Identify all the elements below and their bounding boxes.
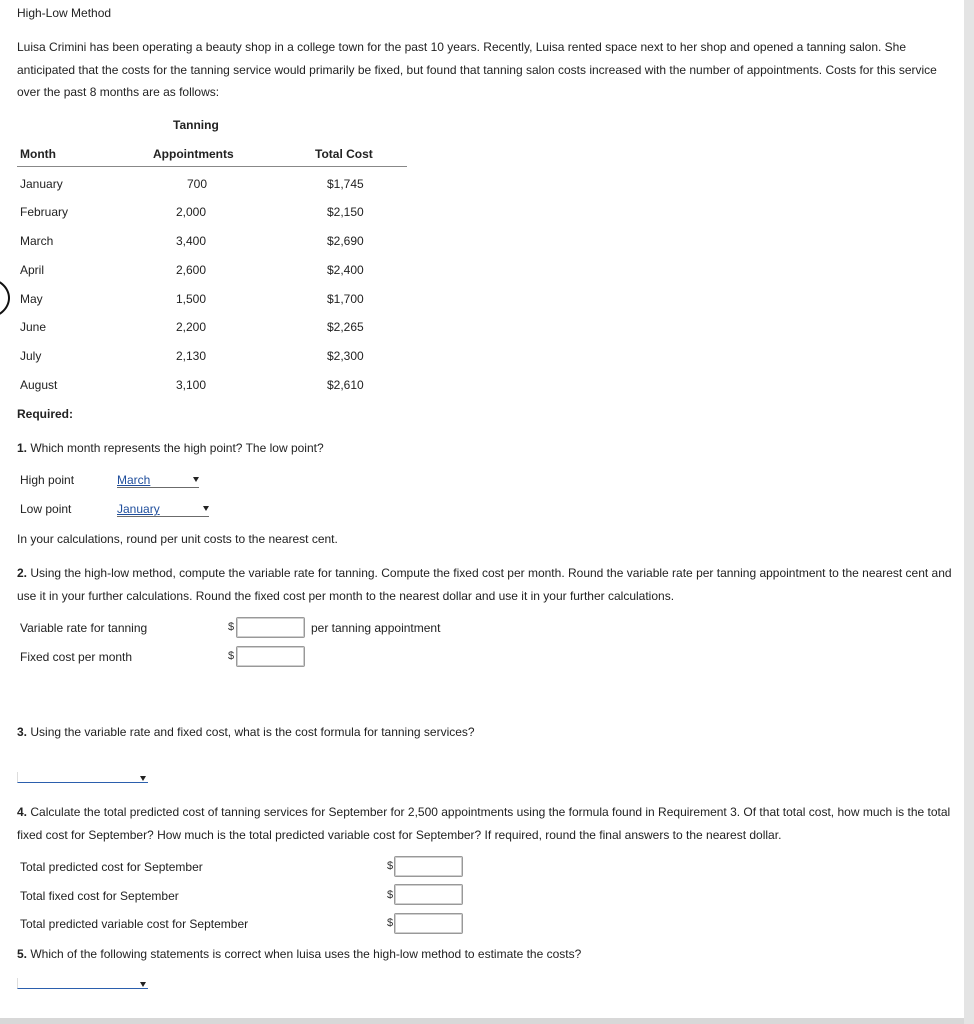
required-heading: Required: (17, 407, 74, 421)
cell-cost: $2,265 (327, 320, 364, 334)
fixed-cost-input[interactable] (236, 646, 305, 667)
variable-rate-label: Variable rate for tanning (20, 621, 148, 635)
cell-appointments: 3,100 (176, 378, 207, 392)
q2-number: 2. (17, 566, 28, 580)
low-point-value: January (117, 502, 160, 516)
total-predicted-cost-label: Total predicted cost for September (20, 860, 203, 874)
table-header-rule (17, 166, 407, 167)
rounding-note: In your calculations, round per unit costs to the nearest cent. (17, 532, 338, 546)
cell-appointments: 3,400 (176, 234, 207, 248)
chevron-down-icon (193, 477, 199, 482)
dollar-sign: $ (228, 650, 235, 662)
q2-text: Using the high-low method, compute the variable rate for tanning. Compute the fixed cost per month. Round the variable rate per tanning appointment to the nearest cent and use it in your further calculations. Round the fixed cost per month to the nearest dollar and use it in your further calculations. (17, 566, 952, 603)
cell-cost: $2,610 (327, 378, 364, 392)
cell-cost: $1,700 (327, 292, 364, 306)
dollar-sign: $ (387, 860, 394, 872)
total-fixed-cost-label: Total fixed cost for September (20, 889, 179, 903)
q5-text: Which of the following statements is correct when luisa uses the high-low method to estimate the costs? (30, 947, 582, 961)
q3-text: Using the variable rate and fixed cost, what is the cost formula for tanning services? (30, 725, 475, 739)
intro-paragraph: Luisa Crimini has been operating a beauty shop in a college town for the past 10 years. Recently, Luisa rented space next to her shop and opened a tanning salon. She anticipated that the costs for the tanning service would primarily be fixed, but found that tanning salon costs increased with the number of appointments. Costs for this service over the past 8 months are as follows: (17, 40, 937, 99)
fixed-cost-label: Fixed cost per month (20, 650, 133, 664)
cell-month: April (20, 263, 45, 277)
q2-prompt (17, 562, 962, 607)
high-point-label: High point (20, 473, 75, 487)
chevron-down-icon (140, 982, 146, 987)
q4-text: Calculate the total predicted cost of tanning services for September for 2,500 appointments using the formula found in Requirement 3. Of that total cost, how much is the total fixed cost for September? How much is the total predicted variable cost for September? If required, round the final answers to the nearest dollar. (17, 805, 951, 842)
cell-month: June (20, 320, 47, 334)
cell-cost: $2,400 (327, 263, 364, 277)
statement-select[interactable] (17, 978, 148, 989)
cell-appointments: 700 (187, 177, 208, 191)
high-point-value: March (117, 473, 151, 487)
high-point-select[interactable] (117, 473, 199, 488)
q5-number: 5. (17, 947, 28, 961)
dollar-sign: $ (228, 621, 235, 633)
variable-rate-input[interactable] (236, 617, 305, 638)
cell-month: February (20, 205, 69, 219)
q3-number: 3. (17, 725, 28, 739)
q3-prompt (17, 725, 475, 739)
cell-appointments: 2,200 (176, 320, 207, 334)
low-point-select[interactable] (117, 502, 209, 517)
cell-appointments: 2,000 (176, 205, 207, 219)
q1-prompt (17, 441, 324, 455)
chevron-down-icon (203, 506, 209, 511)
q5-prompt (17, 947, 581, 961)
page-scrollbar[interactable] (964, 0, 974, 1024)
dollar-sign: $ (387, 917, 394, 929)
cost-formula-select[interactable] (17, 772, 148, 783)
total-fixed-cost-input[interactable] (394, 884, 463, 905)
cell-month: May (20, 292, 43, 306)
cell-appointments: 2,130 (176, 349, 207, 363)
dollar-sign: $ (387, 889, 394, 901)
total-predicted-cost-input[interactable] (394, 856, 463, 877)
page-bottom-border (0, 1018, 964, 1024)
q1-number: 1. (17, 441, 28, 455)
cell-month: March (20, 234, 54, 248)
q4-number: 4. (17, 805, 28, 819)
total-variable-cost-label: Total predicted variable cost for September (20, 917, 249, 931)
cell-month: January (20, 177, 63, 191)
table-header-tanning: Tanning (173, 118, 219, 132)
cursor-highlight-circle (0, 277, 10, 319)
cell-appointments: 1,500 (176, 292, 207, 306)
cell-cost: $2,300 (327, 349, 364, 363)
cell-month: July (20, 349, 42, 363)
table-header-appointments: Appointments (153, 147, 234, 161)
variable-rate-suffix: per tanning appointment (311, 621, 441, 635)
page-title: High-Low Method (17, 6, 112, 20)
table-header-total-cost: Total Cost (315, 147, 373, 161)
chevron-down-icon (140, 776, 146, 781)
q1-text: Which month represents the high point? The low point? (30, 441, 324, 455)
q4-prompt (17, 801, 962, 846)
low-point-label: Low point (20, 502, 72, 516)
cell-cost: $2,150 (327, 205, 364, 219)
total-variable-cost-input[interactable] (394, 913, 463, 934)
table-header-month: Month (20, 147, 56, 161)
cell-month: August (20, 378, 58, 392)
cell-cost: $2,690 (327, 234, 364, 248)
cell-cost: $1,745 (327, 177, 364, 191)
cell-appointments: 2,600 (176, 263, 207, 277)
